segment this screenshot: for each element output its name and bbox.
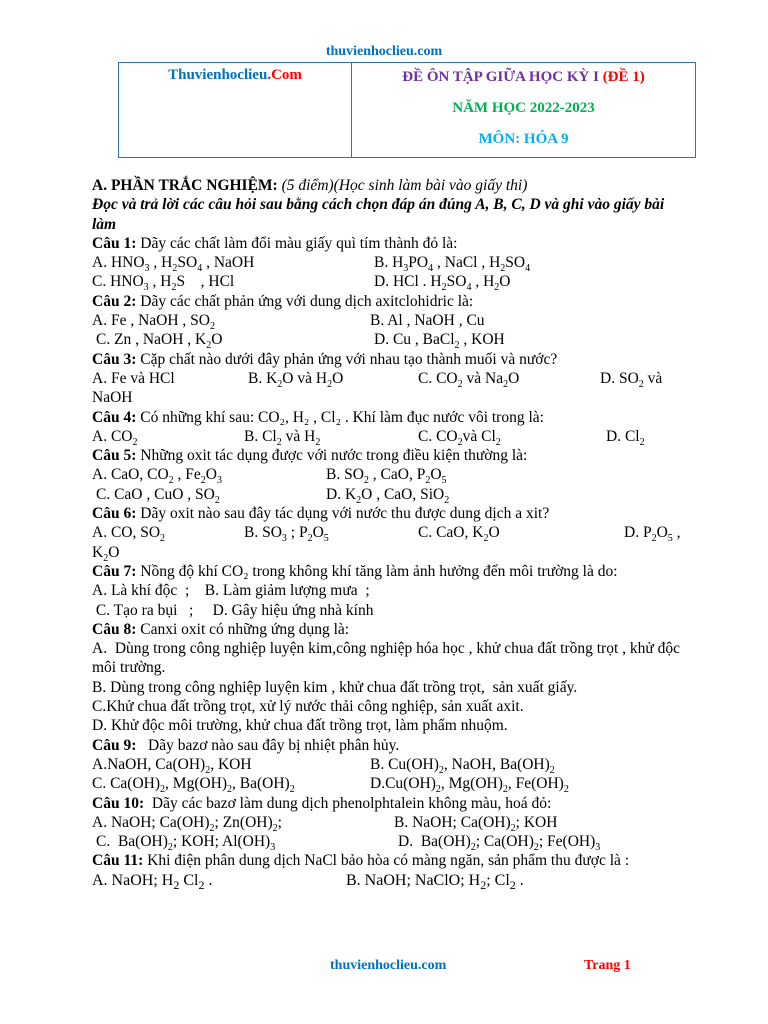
q5-options-row1: A. CaO, $CO_2$ , $Fe_2O_3$ B. $SO_2$ , CaO, $P_2O_5$	[92, 466, 447, 487]
site-watermark-top: thuvienhoclieu.com	[325, 44, 443, 59]
q1-options-row2: C. $HNO_3$ , $H_2S$ , HCl D. HCl . $H_2SO_4$ , $H_2O$	[92, 273, 511, 294]
exam-header-box	[118, 62, 696, 158]
page-number: Trang 1	[584, 958, 631, 973]
question-3: Câu 3: Cặp chất nào dưới đây phản ứng với nhau tạo thành muối và nước?	[92, 350, 558, 368]
subject: MÔN: HÓA 9	[478, 131, 569, 147]
q3-options: A. Fe và HCl B. $K_2O$ và $H_2O$ C. $CO_2$ và $Na_2O$ D. $SO_2$ và	[92, 369, 663, 391]
header-title-cell	[352, 63, 695, 157]
question-11: Câu 11: Khi điện phân dung dịch NaCl bảo hòa có màng ngăn, sản phẩm thu được là :	[92, 852, 630, 870]
question-7: Câu 7: Nồng độ khí CO₂ trong không khí tăng làm ảnh hưởng đến môi trường là do:	[92, 562, 618, 580]
section-a-instruction: Đọc và trả lời các câu hỏi sau bằng cách chọn đáp án đúng A, B, C, D và ghi vào giấy bài làm	[92, 196, 665, 233]
q8-option-c: C.Khử chua đất trồng trọt, xử lý nước thải công nghiệp, sản xuất axit.	[92, 698, 524, 716]
q11-options: A. NaOH; $H_2$ $Cl_2$ . B. NaOH; NaClO; $H_2$; $Cl_2$ .	[92, 871, 524, 892]
footer-site: thuvienhoclieu.com	[330, 958, 447, 973]
q8-option-d: D. Khử độc môi trường, khử chua đất trồng trọt, làm phẩm nhuộm.	[92, 717, 508, 735]
question-6: Câu 6: Dãy oxit nào sau đây tác dụng với nước thu được dung dịch a xit?	[92, 505, 550, 523]
q8-option-a: A. Dùng trong công nghiệp luyện kim,công nghiệp hóa học , khử chua đất trồng trọt , khử độc môi trường.	[92, 640, 681, 677]
q10-options-row2: C. $Ba(OH)_2$; KOH; $Al(OH)_3$ D. $Ba(OH)_2$; $Ca(OH)_2$; $Fe(OH)_3$	[96, 833, 601, 854]
question-8: Câu 8: Canxi oxit có những ứng dụng là:	[92, 620, 350, 638]
question-9: Câu 9: Dãy bazơ nào sau đây bị nhiệt phân hủy.	[92, 736, 400, 754]
question-2: Câu 2: Dãy các chất phản ứng với dung dịch axitclohidric là:	[92, 292, 474, 310]
q1-options-row1: A. $HNO_3$ , $H_2SO_4$ , NaOH B. $H_3PO_4$ , NaCl , $H_2SO_4$	[92, 254, 531, 275]
school-year: NĂM HỌC 2022-2023	[452, 100, 595, 116]
header-site-suffix: .Com	[267, 67, 302, 83]
question-4: Câu 4: Có những khí sau: CO₂, H₂ , Cl₂ . Khí làm đục nước vôi trong là:	[92, 408, 544, 426]
q10-options-row1: A. NaOH; $Ca(OH)_2$; $Zn(OH)_2$; B. NaOH; $Ca(OH)_2$; KOH	[92, 813, 558, 834]
exam-content	[92, 176, 692, 890]
q2-options-row2: C. Zn , NaOH , $K_2O$ D. Cu , BaCl$_2$ , KOH	[96, 331, 505, 352]
section-a-heading: A. PHẦN TRẮC NGHIỆM: (5 điểm)(Học sinh làm bài vào giấy thi)	[92, 177, 528, 194]
q2-options-row1: A. Fe , NaOH , $SO_2$ B. Al , NaOH , Cu	[92, 312, 485, 333]
q8-option-b: B. Dùng trong công nghiệp luyện kim , khử chua đất trồng trọt, sản xuất giấy.	[92, 678, 578, 696]
q4-options: A. $CO_2$ B. $Cl_2$ và $H_2$ C. $CO_2và$ $Cl_2$ D. $Cl_2$	[92, 427, 645, 448]
q3-options-cont: NaOH	[92, 389, 133, 407]
exam-title: ĐỀ ÔN TẬP GIỮA HỌC KỲ I (ĐỀ 1)	[402, 69, 645, 85]
question-10: Câu 10: Dãy các bazơ làm dung dịch phenolphtalein không màu, hoá đỏ:	[92, 794, 552, 812]
header-site-name: Thuvienhoclieu	[168, 67, 268, 83]
q6-options: A. CO, $SO_2$ B. $SO_3$ ; $P_2O_5$ C. CaO, $K_2O$ D. $P_2O_5$ ,	[92, 524, 681, 545]
q7-options-row2: C. Tạo ra bụi ; D. Gây hiệu ứng nhà kính	[92, 601, 374, 619]
q6-options-cont: $K_2O$	[92, 543, 120, 564]
q9-options-row1: A.NaOH, $Ca(OH)_2$, KOH B. $Cu(OH)_2$, NaOH, $Ba(OH)_2$	[92, 755, 555, 776]
q5-options-row2: C. CaO , CuO , $SO_2$ D. $K_2O$ , CaO, SiO$_2$	[96, 485, 450, 506]
header-site-cell	[119, 63, 352, 157]
q7-options-row1: A. Là khí độc ; B. Làm giảm lượng mưa ;	[92, 582, 370, 600]
question-5: Câu 5: Những oxit tác dụng được với nước trong điều kiện thường là:	[92, 447, 528, 465]
q9-options-row2: C. $Ca(OH)_2$, $Mg(OH)_2$, $Ba(OH)_2$ $D.Cu(OH)_2$, $Mg(OH)_2$, $Fe(OH)_2$	[92, 775, 569, 796]
question-1: Câu 1: Dãy các chất làm đổi màu giấy quì tím thành đỏ là:	[92, 234, 458, 252]
